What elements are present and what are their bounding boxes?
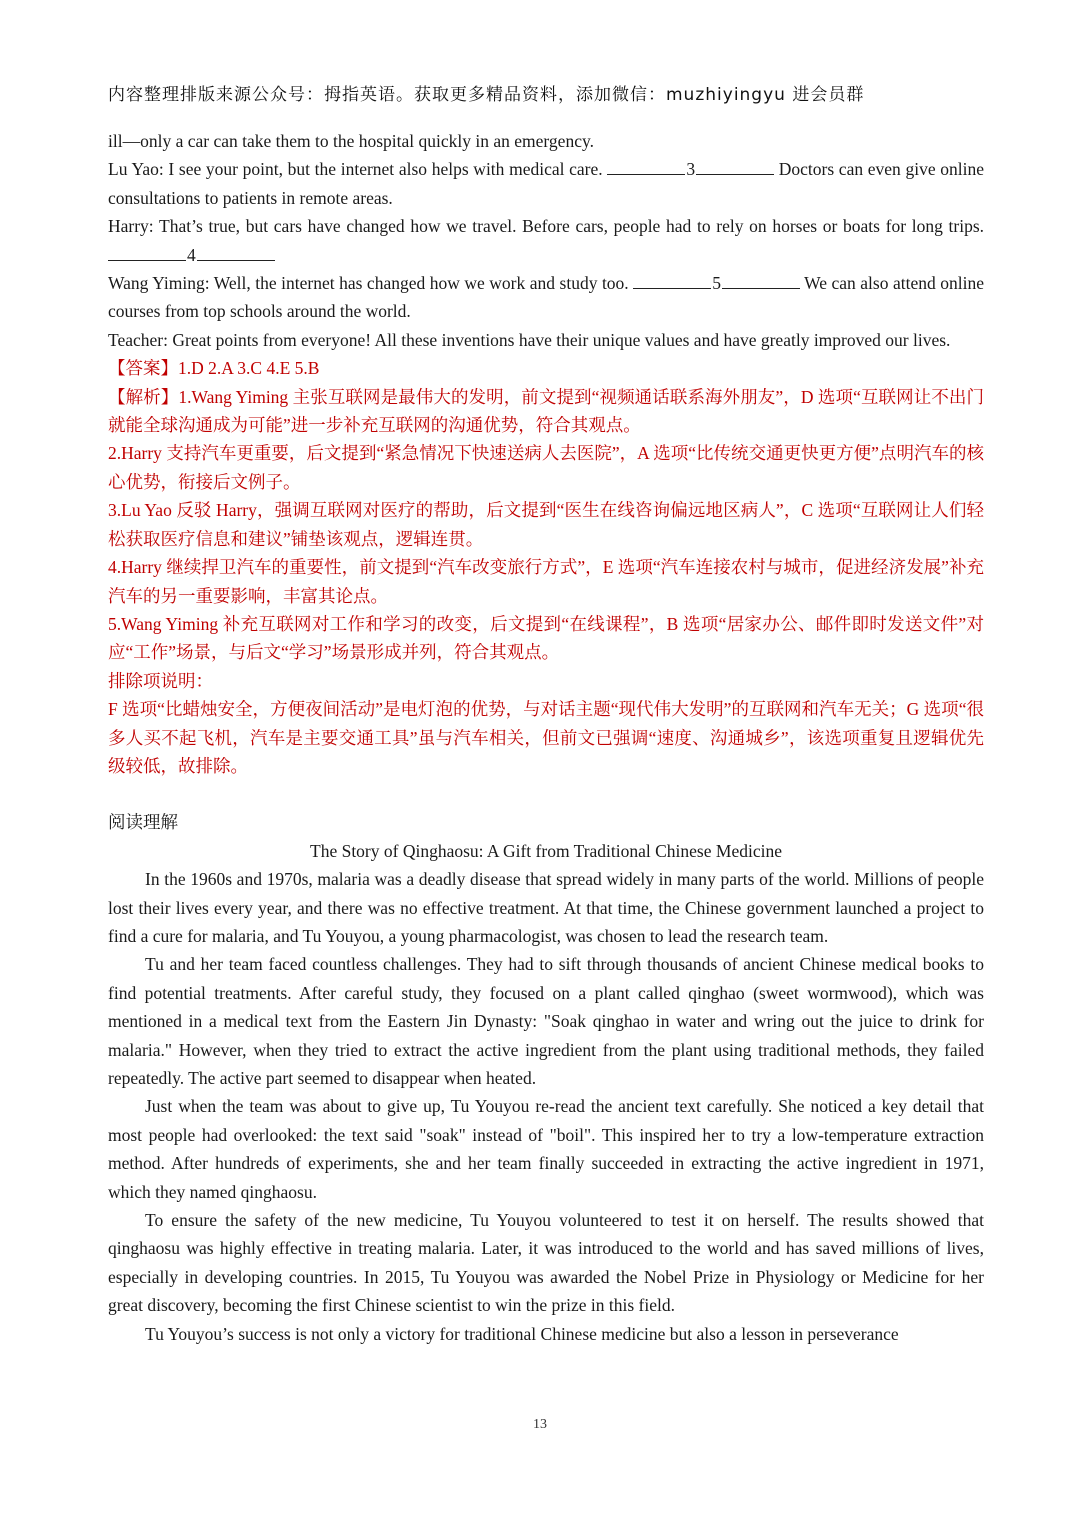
- page-number: 13: [533, 1417, 547, 1432]
- article-paragraph: Just when the team was about to give up, Tu Youyou re-read the ancient text carefully. She noticed a key detail that most people had overlooked: the text said "soak" instead of "boil". This inspired her to try a low-temperature extraction method. After hundreds of experiments, she and her team finally succeeded in extracting the active ingredient in 1971, which they named qinghaosu.: [108, 1096, 984, 1202]
- article-title: The Story of Qinghaosu: A Gift from Traditional Chinese Medicine: [310, 840, 782, 861]
- blank-number: 5: [712, 273, 721, 294]
- page-header: 内容整理排版来源公众号：拇指英语。获取更多精品资料，添加微信：muzhiyingyu 进会员群: [108, 85, 865, 105]
- analysis-item: 3.Lu Yao 反驳 Harry，强调互联网对医疗的帮助，后文提到“医生在线咨询偏远地区病人”，C 选项“互联网让人们轻松获取医疗信息和建议”铺垫该观点，逻辑连贯。: [108, 500, 984, 549]
- exclusion-text: F 选项“比蜡烛安全，方便夜间活动”是电灯泡的优势，与对话主题“现代伟大发明”的互联网和汽车无关；G 选项“很多人买不起飞机，汽车是主要交通工具”虽与汽车相关，但前文已强调“速度、沟通城乡”，该选项重复且逻辑优先级较低，故排除。: [108, 699, 984, 776]
- answer-blank: [722, 270, 800, 289]
- analysis-item: 4.Harry 继续捍卫汽车的重要性，前文提到“汽车改变旅行方式”，E 选项“汽车连接农村与城市，促进经济发展”补充汽车的另一重要影响，丰富其论点。: [108, 557, 984, 606]
- exclusion-label: 排除项说明：: [108, 670, 213, 691]
- blank-number: 3: [686, 159, 696, 180]
- dialogue-line-wang-yiming: [108, 269, 984, 326]
- answer-blank: [607, 156, 685, 175]
- dialogue-text: Wang Yiming: Well, the internet has changed how we work and study too.: [108, 273, 634, 294]
- answer-blank: [108, 242, 186, 261]
- answer-key: 【答案】1.D 2.A 3.C 4.E 5.B: [108, 358, 320, 379]
- answer-blank: [633, 270, 711, 289]
- article-paragraph: In the 1960s and 1970s, malaria was a deadly disease that spread widely in many parts of the world. Millions of people lost their lives every year, and there was no effective treatment. At that time, the Chinese government launched a project to find a cure for malaria, and Tu Youyou, a young pharmacologist, was chosen to lead the research team.: [108, 869, 984, 946]
- dialogue-line: ill—only a car can take them to the hospital quickly in an emergency.: [108, 131, 594, 151]
- dialogue-text: We can also attend online courses from top schools around the world.: [108, 273, 984, 322]
- section-title: 阅读理解: [108, 812, 178, 833]
- answer-blank: [696, 156, 774, 175]
- analysis-item: 【解析】1.Wang Yiming 主张互联网是最伟大的发明，前文提到“视频通话联系海外朋友”，D 选项“互联网让不出门就能全球沟通成为可能”进一步补充互联网的沟通优势，符合其观点。: [108, 386, 984, 436]
- article-paragraph: Tu Youyou’s success is not only a victory for traditional Chinese medicine but also a lesson in perseverance: [145, 1323, 899, 1344]
- article-paragraph: To ensure the safety of the new medicine, Tu Youyou volunteered to test it on herself. The results showed that qinghaosu was highly effective in treating malaria. Later, it was introduced to the world and has saved millions of lives, especially in developing countries. In 2015, Tu Youyou was awarded the Nobel Prize in Physiology or Medicine for her great discovery, becoming the first Chinese scientist to win the prize in this field.: [108, 1210, 984, 1316]
- analysis-item: 5.Wang Yiming 补充互联网对工作和学习的改变，后文提到“在线课程”，B 选项“居家办公、邮件即时发送文件”对应“工作”场景，与后文“学习”场景形成并列，符合其观点。: [108, 613, 984, 663]
- dialogue-text: Lu Yao: I see your point, but the internet also helps with medical care.: [108, 159, 608, 180]
- dialogue-text: Harry: That’s true, but cars have changed how we travel. Before cars, people had to rely on horses or boats for long trips.: [108, 216, 984, 237]
- answer-blank: [197, 242, 275, 261]
- dialogue-line-lu-yao: [108, 155, 984, 212]
- page-content: [108, 127, 984, 1348]
- analysis-item: 2.Harry 支持汽车更重要，后文提到“紧急情况下快速送病人去医院”，A 选项“比传统交通更快更方便”点明汽车的核心优势，衔接后文例子。: [108, 443, 984, 492]
- blank-number: 4: [187, 244, 196, 265]
- dialogue-text: Doctors can even give online consultations to patients in remote areas.: [108, 159, 984, 208]
- article-paragraph: Tu and her team faced countless challenges. They had to sift through thousands of ancient Chinese medical books to find potential treatments. After careful study, they focused on a plant called qinghao (sweet wormwood), which was mentioned in a medical text from the Eastern Jin Dynasty: "Soak qinghao in water and wring out the juice to drink for malaria." However, when they tried to extract the active ingredient from the plant using traditional methods, they failed repeatedly. The active part seemed to disappear when heated.: [108, 954, 984, 1088]
- dialogue-line-harry: [108, 212, 984, 269]
- dialogue-line-teacher: Teacher: Great points from everyone! All these inventions have their unique values and have greatly improved our lives.: [108, 329, 951, 350]
